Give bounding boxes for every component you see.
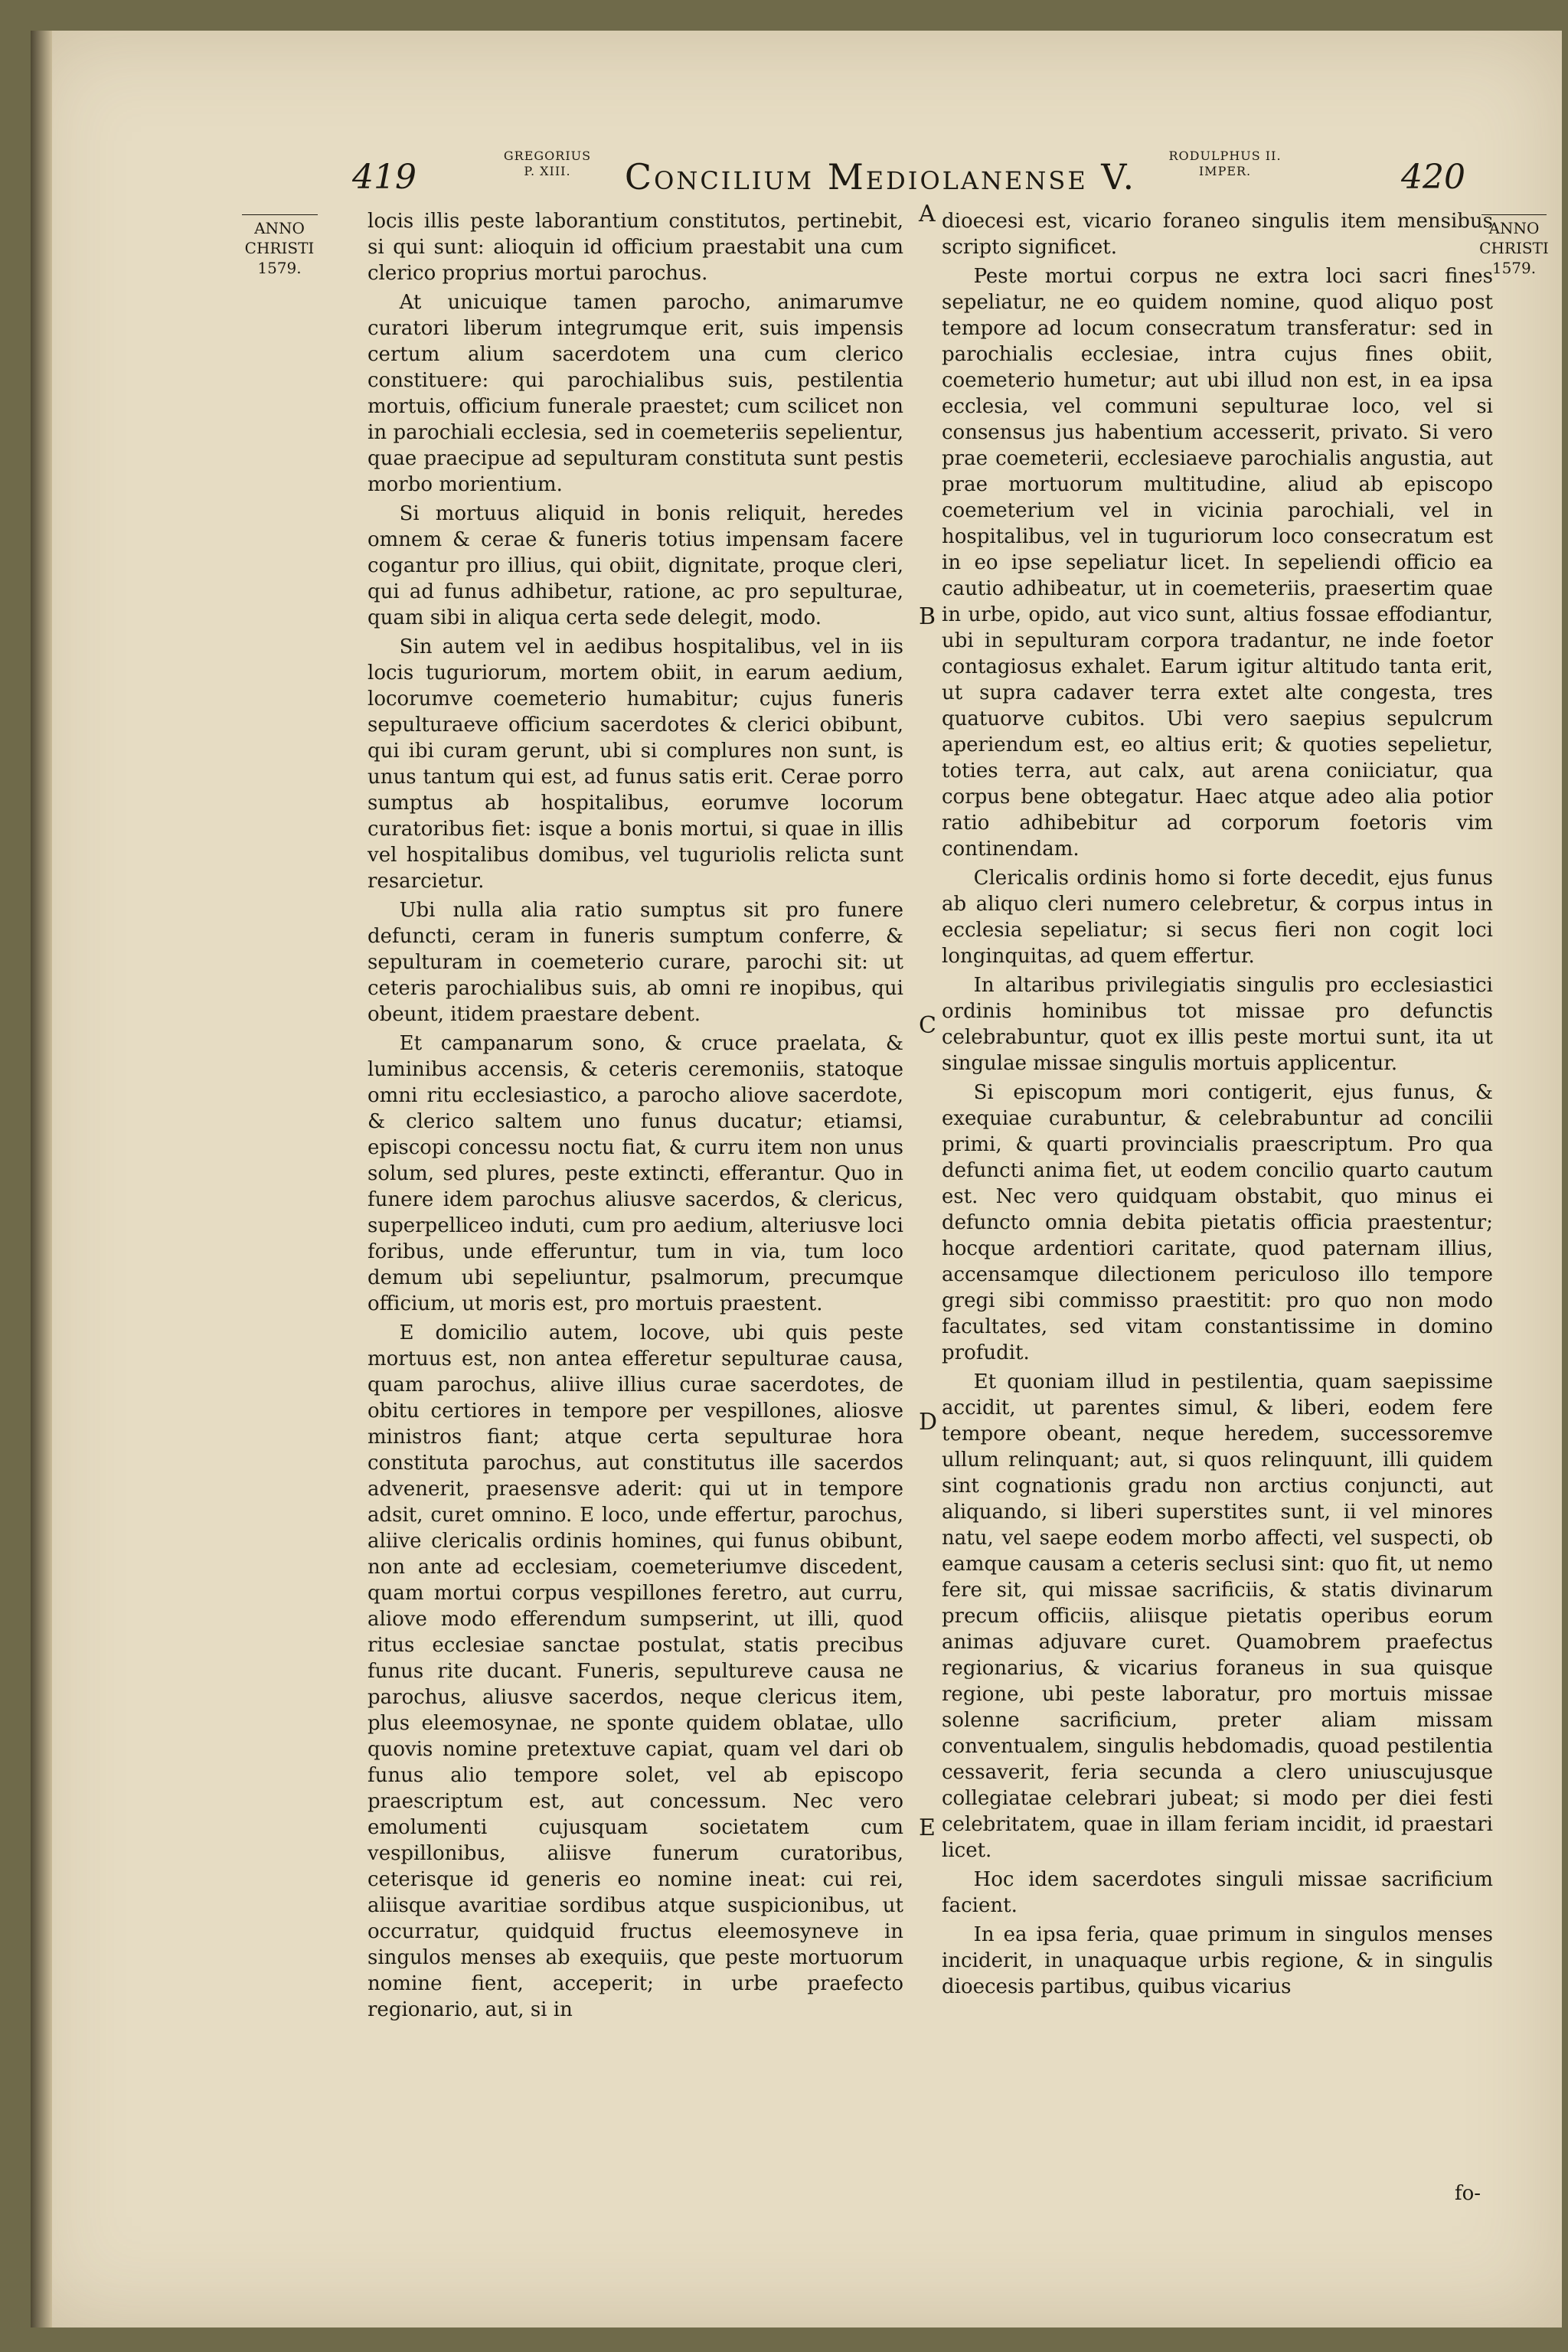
paragraph: Si mortuus aliquid in bonis reliquit, heredes omnem & cerae & funeris totius impensam facere cogantur pro illius, qui obiit, dignitate, proque cleri, qui ad funus adhibetur, ratione, ac pro sepulturae, quam sibi in aliqua certa sede delegit, modo.: [368, 502, 903, 629]
running-head-right: [1164, 149, 1286, 179]
book-page: [31, 31, 1562, 2328]
text-column-right: [942, 208, 1493, 2003]
catchword: fo-: [1455, 2182, 1481, 2205]
paragraph: Et campanarum sono, & cruce praelata, & luminibus accensis, & ceteris ceremoniis, statoque omni ritu ecclesiastico, a parocho aliove sacerdote, & clerico saltem uno funus ducatur; etiamsi, episcopi concessu noctu fiat, & curru item non unus solum, sed plures, peste extincti, efferantur. Quo in funere idem parochus aliusve sacerdos, & clericus, superpelliceo induti, cum pro aedium, alteriusve loci foribus, unde efferuntur, tum in via, tum loco demum ubi sepeliuntur, psalmorum, precumque officium, ut moris est, pro mortuis praestent.: [368, 1032, 903, 1315]
paragraph: E domicilio autem, locove, ubi quis peste mortuus est, non antea efferetur sepulturae causa, quam parochus, aliive illius curae sacerdotes, de obitu certiores in tempore per vespillones, aliosve ministros fiant; atque certa sepulturae hora constituta parochus, aut constitutus ille sacerdos advenerit, praesensve aderit: qui ut in tempore adsit, curet omnino. E loco, unde effertur, parochus, aliive clericalis ordinis homines, qui funus obibunt, non ante ad ecclesiam, coemeteriumve discedent, quam mortui corpus vespillones feretro, aut curru, aliove modo efferendum sumpserint, ut illi, quod ritus ecclesiae sanctae postulat, statis precibus funus rite ducant. Funeris, sepultureve causa ne parochus, aliusve sacerdos, neque clericus item, plus eleemosynae, ne sponte quidem oblatae, ullo quovis nomine pretextuve capiat, quam vel dari ob funus alio tempore solet, vel ab episcopo praescriptum est, aut concessum. Nec vero emolumenti cujusquam societatem cum vespillonibus, aliisve funerum curatoribus, ceterisque id generis eo nomine ineat: cui rei, aliisque avaritiae sordibus atque suspicionibus, ut occurratur, quidquid fructus eleemosyneve in singulos menses ab exequiis, que peste mortuorum nomine fient, acceperit; in urbe praefecto regionario, aut, si in: [368, 1321, 903, 2021]
running-head-left: [490, 149, 605, 179]
section-letter-b: B: [919, 603, 936, 630]
margin-left-line1: ANNO: [254, 219, 305, 237]
paragraph: In altaribus privilegiatis singulis pro ecclesiastici ordinis hominibus tot missae pro defunctis celebrabuntur, quot ex illis peste mortui sunt, ita ut singulae missae singulis mortuis applicentur.: [942, 974, 1493, 1075]
running-head-left-line1: GREGORIUS: [503, 149, 592, 163]
margin-right-line2: CHRISTI: [1479, 239, 1549, 257]
page-header: [31, 145, 1562, 207]
margin-rule-left: [242, 214, 318, 215]
margin-right-line3: 1579.: [1491, 259, 1537, 277]
paragraph: Hoc idem sacerdotes singuli missae sacrificium facient.: [942, 1868, 1493, 1917]
paragraph: At unicuique tamen parocho, animarumve curatori liberum integrumque erit, suis impensis certum alium sacerdotem una cum clerico constituere: qui parochialibus suis, pestilentia mortuis, officium funerale praestet; cum scilicet non in parochiali ecclesia, sed in coemeteriis sepelientur, quae praecipue ad sepulturam constituta sunt pestis morbo morientium.: [368, 291, 903, 496]
paragraph: Et quoniam illud in pestilentia, quam saepissime accidit, ut parentes simul, & liberi, eodem fere tempore obeant, neque heredem, successoremve ullum relinquant; aut, si quos relinquunt, illi quidem sint cognationis gradu non arctius conjuncti, aut aliquando, si liberi superstites sunt, ii vel minores natu, vel saepe eodem morbo affecti, vel suspecti, ob eamque causam a ceteris seclusi sint: quo fit, ut nemo fere sit, qui missae sacrificiis, & statis divinarum precum officiis, aliisque pietatis operibus eorum animas adjuvare curet. Quamobrem praefectus regionarius, & vicarius foraneus in sua quisque regione, ubi peste laboratur, pro mortuis missae solenne sacrificium, preter aliam missam conventualem, singulis hebdomadis, quoad pestilentia cessaverit, feria secunda a clero uniuscujusque collegiatae celebrari jubeat; si modo per diei festi celebritatem, quae in illam feriam incidit, id praestari licet.: [942, 1370, 1493, 1862]
page-number-right: 420: [1401, 158, 1465, 197]
running-head-right-line1: RODULPHUS II.: [1168, 149, 1282, 163]
margin-left-line3: 1579.: [257, 259, 302, 277]
page-gutter: [31, 31, 52, 2328]
paragraph: dioecesi est, vicario foraneo singulis item mensibus scripto significet.: [942, 210, 1493, 259]
running-head-left-line2: P. XIII.: [524, 164, 571, 178]
margin-left-line2: CHRISTI: [244, 239, 315, 257]
margin-right-line1: ANNO: [1488, 219, 1540, 237]
section-letter-a: A: [919, 201, 936, 227]
paragraph: Sin autem vel in aedibus hospitalibus, vel in iis locis tuguriorum, mortem obiit, in earum aedium, locorumve coemeterio humabitur; cujus funeris sepulturaeve officium sacerdotes & clerici obibunt, qui ibi curam gerunt, ubi si complures non sunt, is unus tantum qui est, ad funus satis erit. Cerae porro sumptus ab hospitalibus, eorumve locorum curatoribus fiet: isque a bonis mortui, si quae in illis vel hospitalibus domibus, vel tuguriolis relicta sunt resarcietur.: [368, 635, 903, 893]
paragraph: Clericalis ordinis homo si forte decedit, ejus funus ab aliquo cleri numero celebretur, & corpus intus in ecclesia sepeliatur; si secus fieri non cogit loci longinquitas, ad quem effertur.: [942, 867, 1493, 968]
paragraph: locis illis peste laborantium constitutos, pertinebit, si qui sunt: alioquin id officium praestabit una cum clerico proprius mortui parochus.: [368, 210, 903, 285]
paragraph: In ea ipsa feria, quae primum in singulos menses inciderit, in unaquaque urbis regione, & in singulis dioecesis partibus, quibus vicarius: [942, 1923, 1493, 1998]
section-letter-d: D: [919, 1409, 938, 1436]
text-column-left: [368, 208, 903, 2026]
margin-note-left: [237, 214, 322, 278]
paragraph: Ubi nulla alia ratio sumptus sit pro funere defuncti, ceram in funeris sumptum conferre, & sepulturam in coemeterio curare, parochi sit: ut ceteris parochialibus suis, ab omni re inopibus, qui obeunt, itidem praestare debent.: [368, 899, 903, 1026]
paragraph: Peste mortui corpus ne extra loci sacri fines sepeliatur, ne eo quidem nomine, quod aliquo post tempore ad locum consecratum transferatur: sed in parochialis ecclesiae, intra cujus fines obiit, coemeterio humetur; aut ubi illud non est, in ea ipsa ecclesia, vel communi sepulturae loco, vel si consensus jus habentium accesserit, privato. Si vero prae coemeterii, ecclesiaeve parochialis angustia, aut prae mortuorum multitudine, aliud ab episcopo coemeterium vel in vicinia parochiali, vel in hospitalibus, vel in tuguriorum loco consecratum est in eo ipse sepeliatur licet. In sepeliendi officio ea cautio adhibeatur, ut in coemeteriis, praesertim quae in urbe, opido, aut vico sunt, altius fossae effodiantur, ubi in sepulturam corpora tradantur, ne inde foetor contagiosus exhalet. Earum igitur altitudo tanta erit, ut supra cadaver terra extet alte congesta, tres quatuorve cubitos. Ubi vero saepius sepulcrum aperiendum est, eo altius erit; & quoties sepelietur, toties terra, aut calx, aut arena coniiciatur, qua corpus bene obtegatur. Haec atque adeo alia potior ratio adhibebitur ad corporum foetoris vim continendam.: [942, 265, 1493, 861]
paragraph: Si episcopum mori contigerit, ejus funus, & exequiae curabuntur, & celebrabuntur ad concilii primi, & quarti provincialis praescriptum. Pro qua defuncti anima fiet, ut eodem concilio quarto cautum est. Nec vero quidquam obstabit, quo minus ei defuncto omnia debita pietatis officia praestentur; hocque ardentiori caritate, quod paternam illius, accensamque dilectionem periculoso illo tempore gregi sibi commisso praestitit: pro quo non modo facultates, sed vitam constantissime in domino profudit.: [942, 1081, 1493, 1364]
page-title: Concilium Mediolanense V.: [624, 156, 1137, 198]
running-head-right-line2: IMPER.: [1198, 164, 1252, 178]
section-letter-c: C: [919, 1012, 936, 1039]
page-number-left: 419: [352, 158, 416, 197]
section-letter-e: E: [919, 1815, 936, 1841]
